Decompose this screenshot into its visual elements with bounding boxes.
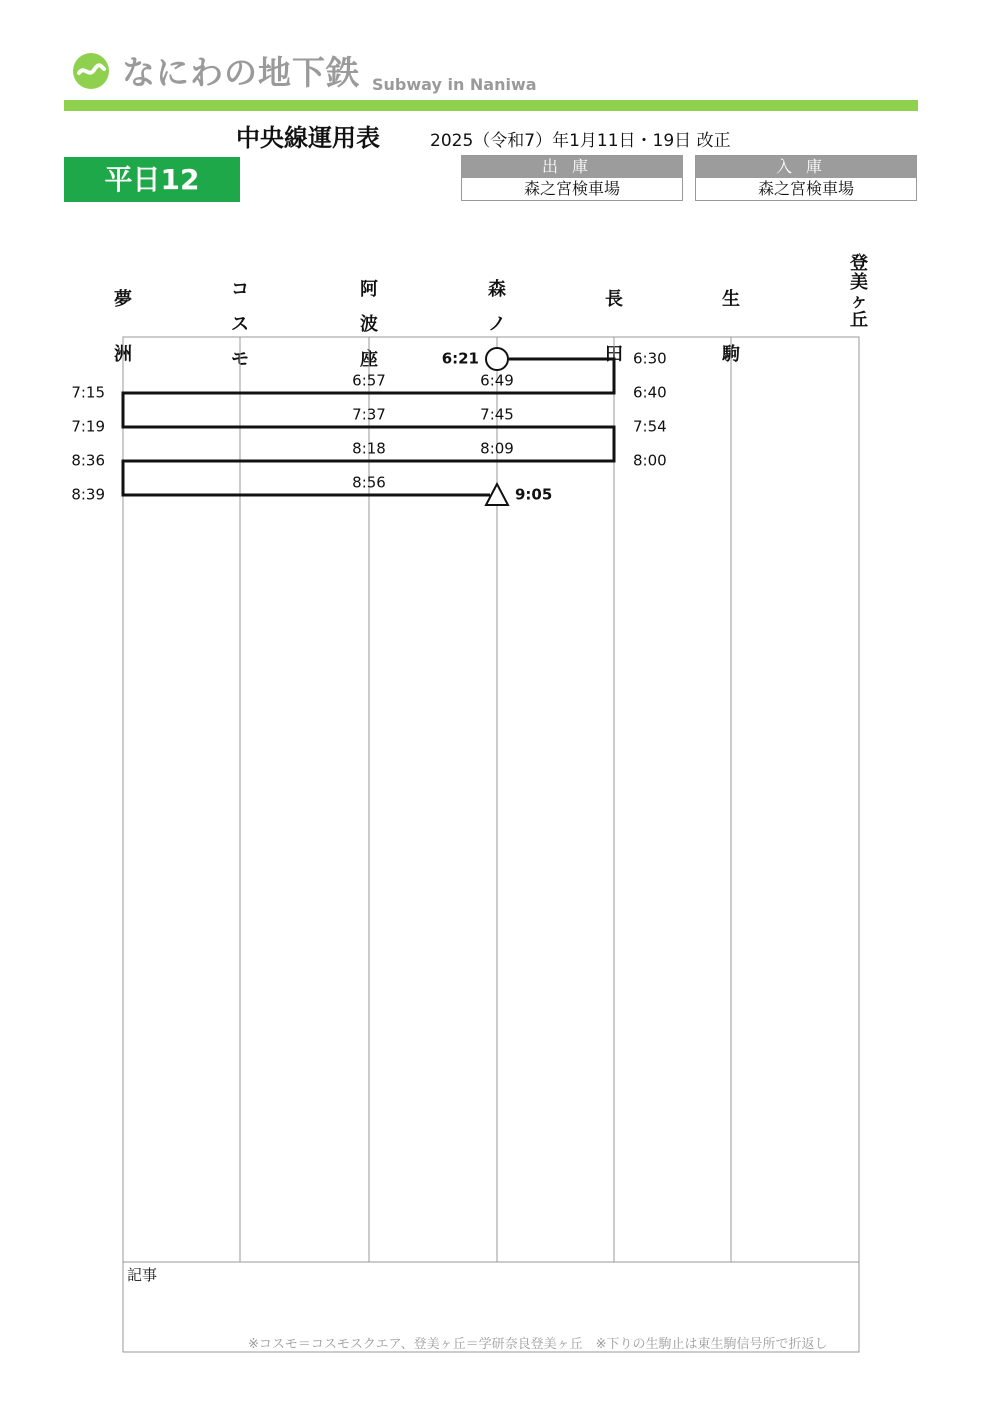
station-header: コスモ	[231, 279, 249, 370]
time-label: 6:30	[633, 349, 667, 368]
station-header: 阿波座	[360, 279, 378, 370]
start-marker-circle	[486, 348, 508, 370]
station-header: 登美ヶ丘	[850, 253, 868, 331]
time-label: 6:57	[352, 371, 386, 390]
time-label: 8:39	[71, 485, 105, 504]
time-label: 8:18	[352, 439, 386, 458]
time-label: 7:54	[633, 417, 667, 436]
time-label: 8:56	[352, 473, 386, 492]
time-label: 7:45	[480, 405, 514, 424]
depot-in-value: 森之宮検車場	[757, 179, 854, 198]
logo-subtitle: Subway in Naniwa	[372, 75, 537, 94]
revision-date: 2025（令和7）年1月11日・19日 改正	[430, 131, 731, 151]
start-time-label: 6:21	[441, 349, 479, 368]
time-label: 6:40	[633, 383, 667, 402]
footnote: ※コスモ＝コスモスクエア、登美ヶ丘＝学研奈良登美ヶ丘 ※下りの生駒止は東生駒信号所で折返し	[248, 1337, 828, 1352]
time-label: 7:15	[71, 383, 105, 402]
time-label: 8:36	[71, 451, 105, 470]
time-label: 7:37	[352, 405, 386, 424]
diagram-frame	[123, 337, 859, 1352]
logo-text: なにわの地下鉄	[122, 53, 360, 92]
depot-out-value: 森之宮検車場	[523, 179, 620, 198]
depot-out-label: 出庫	[462, 156, 682, 178]
time-label: 6:49	[480, 371, 514, 390]
page-title: 中央線運用表	[236, 124, 380, 152]
time-label: 8:00	[633, 451, 667, 470]
station-header: 夢洲	[114, 289, 132, 365]
time-label: 8:09	[480, 439, 514, 458]
station-header: 森ノ	[488, 279, 506, 335]
service-badge: 平日12	[64, 157, 240, 202]
end-time-label: 9:05	[515, 485, 553, 504]
depot-in-label: 入庫	[696, 156, 916, 178]
station-header: 生駒	[722, 289, 740, 365]
notes-label: 記事	[127, 1266, 158, 1284]
station-header: 長田	[605, 289, 623, 365]
time-label: 7:19	[71, 417, 105, 436]
